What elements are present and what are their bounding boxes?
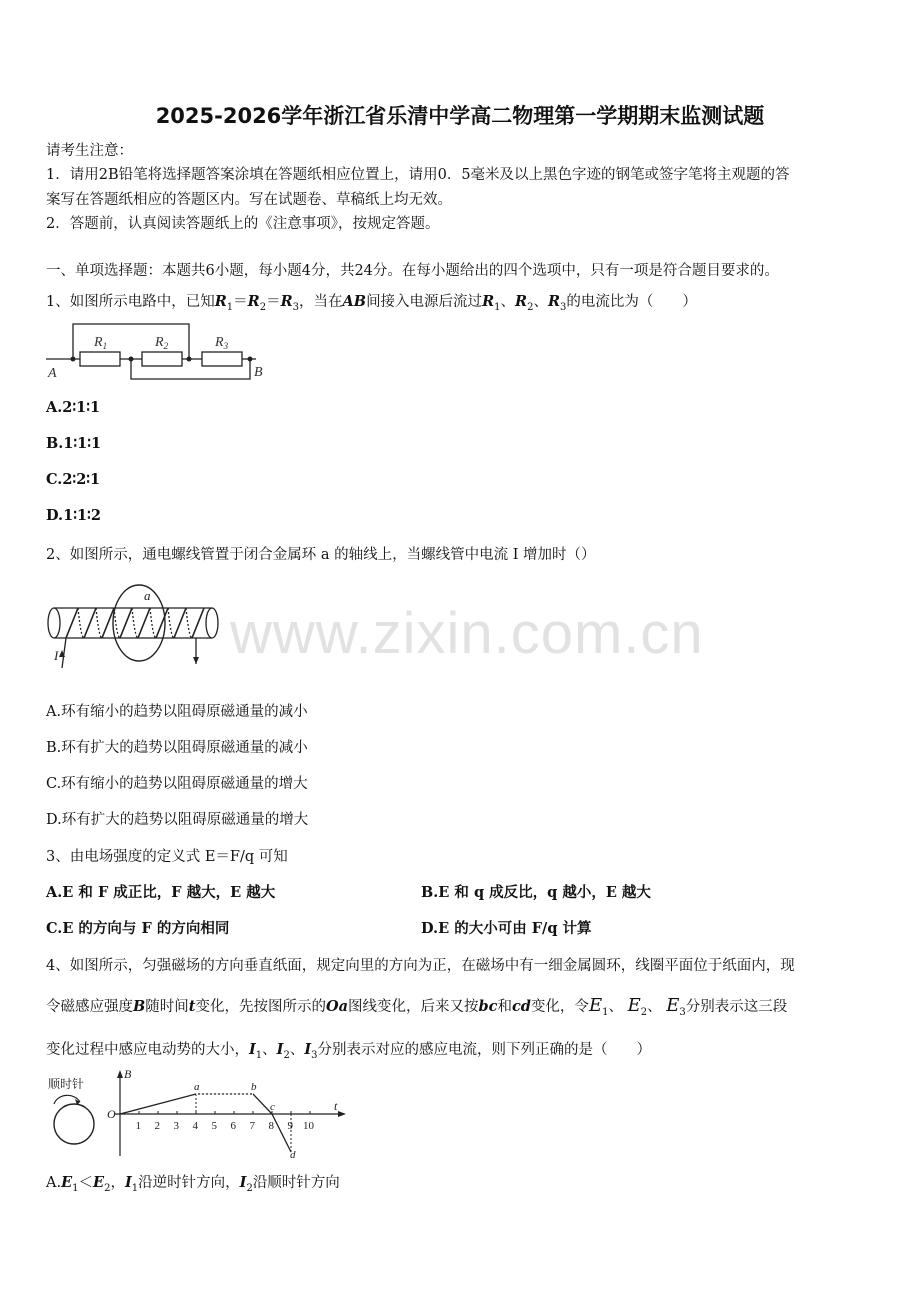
x-tick-label: 6 <box>230 1120 236 1132</box>
question-1-stem: 1、如图所示电路中，已知$R_1=R_2=R_3$，当在AB间接入电源后流过$R_1$、$R_2$、$R_3$的电流比为（ ） <box>46 293 697 313</box>
q1-option-b[interactable]: B.1∶1∶1 <box>46 435 102 452</box>
metal-ring <box>54 1104 94 1144</box>
x-tick-label: 1 <box>135 1120 141 1132</box>
notice-heading: 请考生注意： <box>46 143 133 159</box>
q3-option-d[interactable]: D.E 的大小可由 F/q 计算 <box>421 920 592 937</box>
x-axis-label: t <box>334 1099 338 1113</box>
circuit-diagram <box>44 318 274 384</box>
question-4-line-2: 令磁感应强度B随时间t变化，先按图所示的Oa图线变化，后来又按bc和cd变化，令$E_1$、 $E_2$、 $E_3$分别表示这三段 <box>46 995 788 1018</box>
bt-line <box>120 1094 291 1152</box>
notice-line-1b: 案写在答题纸相应的答题区内。写在试题卷、草稿纸上均无效。 <box>46 192 452 208</box>
x-tick-label: 7 <box>249 1120 255 1132</box>
q2-option-c[interactable]: C.环有缩小的趋势以阻碍原磁通量的增大 <box>46 776 308 792</box>
point-label: c <box>270 1101 275 1113</box>
section-heading: 一、单项选择题：本题共6小题，每小题4分，共24分。在每小题给出的四个选项中，只有一项是符合题目要求的。 <box>46 263 779 279</box>
x-axis-arrow-icon <box>338 1111 346 1117</box>
node-dot <box>187 357 192 362</box>
current-i-label: I <box>54 648 59 663</box>
notice-line-2: 2．答题前，认真阅读答题纸上的《注意事项》，按规定答题。 <box>46 216 440 232</box>
point-label: a <box>194 1081 200 1093</box>
y-axis-arrow-icon <box>117 1070 123 1078</box>
notice-line-1a: 1．请用2B铅笔将选择题答案涂填在答题纸相应位置上，请用0．5毫米及以上黑色字迹的钢笔或签字笔将主观题的答 <box>46 167 790 183</box>
q1-option-d[interactable]: D.1∶1∶2 <box>46 507 101 524</box>
q2-option-a[interactable]: A.环有缩小的趋势以阻碍原磁通量的减小 <box>46 704 308 720</box>
point-label: d <box>290 1149 296 1161</box>
q1-option-c[interactable]: C.2∶2∶1 <box>46 471 101 488</box>
r3-label: $R_3$ <box>215 335 229 351</box>
clockwise-label: 顺时针 <box>48 1077 85 1091</box>
q3-option-a[interactable]: A.E 和 F 成正比，F 越大，E 越大 <box>46 884 276 901</box>
r1-label: $R_1$ <box>94 335 108 351</box>
x-tick-label: 2 <box>154 1120 160 1132</box>
r2-label: $R_2$ <box>155 335 169 351</box>
solenoid-diagram <box>44 580 224 672</box>
question-3-stem: 3、由电场强度的定义式 E＝F/q 可知 <box>46 849 288 865</box>
bt-graph-figure <box>44 1066 364 1162</box>
q3-option-b[interactable]: B.E 和 q 成反比，q 越小，E 越大 <box>421 884 651 901</box>
y-axis-label: B <box>124 1067 132 1081</box>
x-tick-label: 5 <box>211 1120 217 1132</box>
x-tick-label: 9 <box>287 1120 293 1132</box>
q3-option-c[interactable]: C.E 的方向与 F 的方向相同 <box>46 920 230 937</box>
point-label: b <box>251 1081 257 1093</box>
q1-option-a[interactable]: A.2∶1∶1 <box>46 399 101 416</box>
question-4-line-3: 变化过程中感应电动势的大小，$I_1$、$I_2$、$I_3$分别表示对应的感应电流，则下列正确的是（ ） <box>46 1041 652 1061</box>
x-tick-label: 8 <box>268 1120 274 1132</box>
terminal-a-label: A <box>48 366 57 381</box>
watermark: www.zixin.com.cn <box>230 601 704 666</box>
origin-label: O <box>107 1107 116 1121</box>
x-tick-label: 10 <box>303 1120 314 1132</box>
q2-option-d[interactable]: D.环有扩大的趋势以阻碍原磁通量的增大 <box>46 812 309 828</box>
ring-a-label: a <box>144 588 151 603</box>
question-4-line-1: 4、如图所示，匀强磁场的方向垂直纸面，规定向里的方向为正，在磁场中有一细金属圆环，线圈平面位于纸面内，现 <box>46 958 795 974</box>
current-arrow-icon <box>193 657 199 664</box>
node-dot <box>71 357 76 362</box>
node-dot <box>248 357 253 362</box>
x-tick-label: 3 <box>173 1120 179 1132</box>
page-title: 2025-2026学年浙江省乐清中学高二物理第一学期期末监测试题 <box>155 104 765 128</box>
q2-option-b[interactable]: B.环有扩大的趋势以阻碍原磁通量的减小 <box>46 740 308 756</box>
terminal-b-label: B <box>254 365 263 380</box>
q4-option-a[interactable]: $A.E_1<E_2$，$I_1$沿逆时针方向，$I_2$沿顺时针方向 <box>46 1174 340 1194</box>
node-dot <box>129 357 134 362</box>
x-tick-label: 4 <box>192 1120 198 1132</box>
question-2-stem: 2、如图所示，通电螺线管置于闭合金属环 a 的轴线上，当螺线管中电流 I 增加时（） <box>46 547 596 563</box>
